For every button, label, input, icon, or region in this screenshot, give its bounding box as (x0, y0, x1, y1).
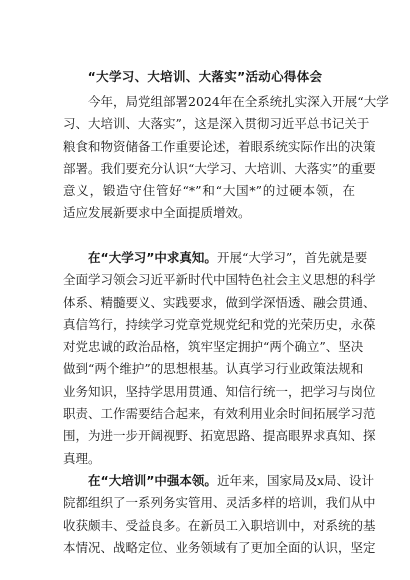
text-line: 全面学习领会习近平新时代中国特色社会主义思想的科学 (63, 272, 376, 288)
text-line: 今年，局党组部署2024年在全系统扎实深入开展“大学 (88, 94, 389, 109)
paragraph-big-study (63, 247, 376, 470)
text-line: 对党忠诚的政治品格，筑牢坚定拥护“两个确立”、坚决 (63, 339, 364, 355)
section-heading: 在“大培训”中强本领。 (88, 473, 217, 488)
document-title: “大学习、大培训、大落实”活动心得体会 (87, 69, 323, 84)
text-line: 做到“两个维护”的思想根基。认真学习行业政策法规和 (63, 361, 364, 377)
text-line: 适应发展新要求中全面提质增效。 (63, 205, 251, 221)
text-line: 部署。我们要充分认识“大学习、大培训、大落实”的重要 (63, 160, 376, 176)
text-line: 本情况、战略定位、业务领域有了更加全面的认识，坚定 (63, 539, 376, 555)
text-line: 体系、精髓要义、实践要求，做到学深悟透、融会贯通、 (63, 294, 376, 310)
section-heading: 在“大学习”中求真知。 (88, 250, 217, 265)
text-line: 收获颇丰、受益良多。在新员工入职培训中，对系统的基 (63, 517, 376, 533)
paragraph-big-training (63, 470, 376, 559)
text-span: 开展“大学习”，首先就是要 (216, 250, 368, 265)
text-line: 围，为进一步开阔视野、拓宽思路、提高眼界求真知、探 (63, 428, 376, 444)
text-line (63, 247, 368, 269)
text-line: 院都组织了一系列务实管用、灵活多样的培训，我们从中 (63, 495, 376, 511)
text-line: 业务知识，坚持学思用贯通、知信行统一，把学习与岗位 (63, 383, 376, 399)
text-line: 真信笃行，持续学习党章党规党纪和党的光荣历史，永葆 (63, 316, 376, 332)
text-line: 真理。 (63, 450, 101, 466)
text-line: 粮食和物资储备工作重要论述，着眼系统实际作出的决策 (63, 138, 376, 154)
text-line: 职责、工作需要结合起来，有效利用业余时间拓展学习范 (63, 406, 376, 422)
text-line: 习、大培训、大落实”，这是深入贯彻习近平总书记关于 (63, 116, 370, 132)
text-line (63, 470, 374, 492)
paragraph-intro (63, 91, 389, 225)
text-span: 近年来，国家局及x局、设计 (216, 473, 374, 488)
text-line: 意义，锻造守住管好“*”和“大国*”的过硬本领，在 (63, 183, 355, 199)
